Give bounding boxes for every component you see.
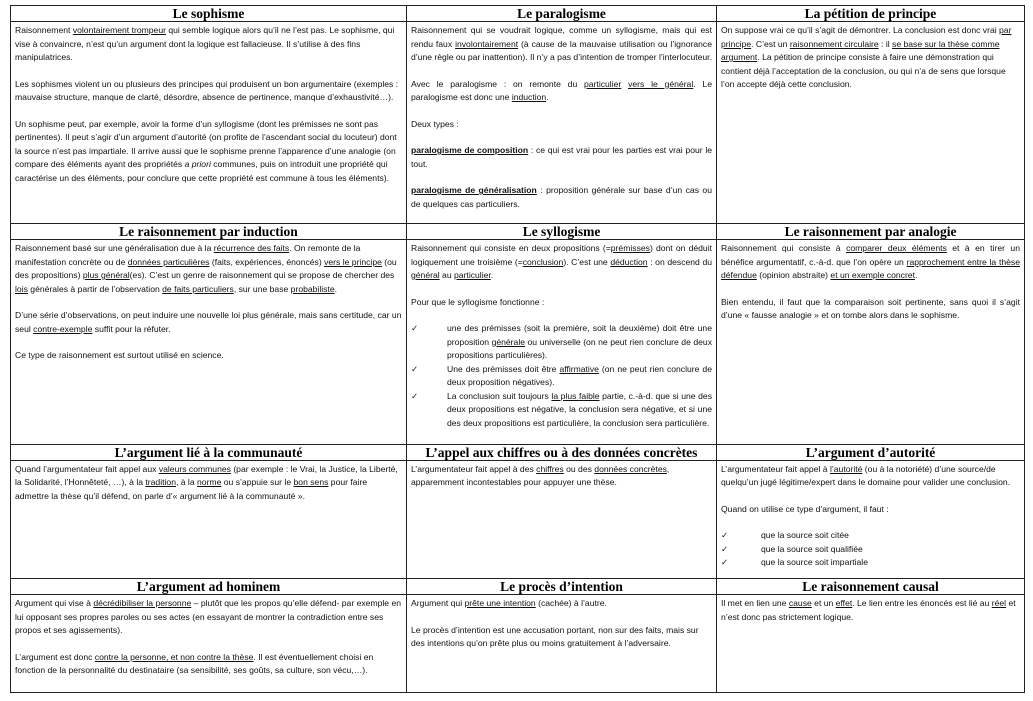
- cell-proces-intention: [407, 595, 717, 693]
- text: et à en tirer un bénéfice argumentatif, c.-à-d. que l’on opère un: [721, 243, 1020, 267]
- text: On suppose vrai ce qu’il s’agit de démontrer. La conclusion est donc vrai: [721, 25, 1000, 36]
- text: .: [334, 283, 338, 294]
- text: ) dont on déduit logiquement une troisième (=: [411, 243, 712, 267]
- text: .: [546, 92, 549, 103]
- term-composition: paralogisme de composition: [411, 145, 529, 156]
- text: . On remonte de la manifestation concrète ou de: [15, 243, 361, 267]
- text: suffit pour la réfuter.: [92, 323, 171, 334]
- text: L’argument est donc: [15, 651, 95, 662]
- text: ou des: [563, 463, 595, 474]
- header-induction: Le raisonnement par induction: [11, 223, 407, 239]
- text: : ce qui est vrai pour les parties est vrai pour le tout.: [411, 145, 713, 169]
- body-row-1: [11, 22, 1025, 224]
- text: Raisonnement qui se voudrait logique, comme un syllogisme, mais qui est rendu faux: [411, 25, 712, 49]
- text-underlined: probabiliste: [290, 283, 335, 294]
- text-underlined: volontairement trompeur: [72, 25, 166, 36]
- header-proces-intention: Le procès d’intention: [407, 578, 717, 594]
- header-petition-de-principe: La pétition de principe: [717, 6, 1025, 22]
- paragraph: Deux types :: [411, 118, 459, 129]
- text-underlined: raisonnement circulaire: [789, 38, 879, 49]
- text-underlined: récurrence des faits: [213, 243, 290, 254]
- text: que la source soit citée: [761, 530, 849, 541]
- cell-paralogisme: [407, 22, 717, 224]
- text-underlined: involontairement: [455, 38, 519, 49]
- text-underlined: prémisses: [610, 243, 650, 254]
- paragraph: Bien entendu, il faut que la comparaison soit pertinente, sans quoi il s’agit d’une « fausse analogie » et on tombe alors dans le sophisme.: [721, 296, 1020, 321]
- checkmark-icon: ✓: [721, 530, 729, 541]
- text: L’argumentateur fait appel à: [721, 463, 830, 474]
- paragraph: Quand on utilise ce type d’argument, il faut :: [721, 503, 889, 514]
- text-underlined: de faits particuliers: [162, 283, 234, 294]
- text: – plutôt que les propos qu’elle défend- par exemple en lui opposant ses propres paroles ou ses actes (en essayant de montrer la contradiction entre ses propos et ses agissements).: [15, 598, 402, 636]
- text-underlined: général: [411, 270, 440, 281]
- text: Avec le paralogisme : on remonte du: [411, 78, 585, 89]
- text: . Le paralogisme est donc une: [411, 78, 712, 103]
- text-underlined: l’autorité: [829, 463, 863, 474]
- text: (à cause de la mauvaise utilisation ou l’ignorance d’une règle ou par inattention). Il n’y a pas d’intention de tromper l’interlocuteur.: [411, 38, 712, 63]
- checkmark-icon: ✓: [411, 390, 419, 401]
- text-underlined: la plus faible: [551, 390, 600, 401]
- paragraph: Pour que le syllogisme fonctionne :: [411, 296, 545, 307]
- text-underlined: particulier: [584, 78, 622, 89]
- text: Raisonnement: [15, 25, 73, 36]
- cell-petition-de-principe: [717, 22, 1025, 224]
- cell-syllogisme: [407, 240, 717, 445]
- cell-induction: [11, 240, 407, 445]
- text-underlined: rapprochement entre la thèse défendue: [721, 256, 1020, 281]
- text: Argument qui: [411, 598, 465, 609]
- text: ou s’appuie sur le: [221, 477, 294, 488]
- cell-causal: [717, 595, 1025, 693]
- checklist: [721, 529, 1020, 570]
- checkmark-icon: ✓: [411, 363, 419, 374]
- header-row-2: [11, 223, 1025, 239]
- header-row-1: [11, 6, 1025, 22]
- cell-autorite: [717, 460, 1025, 578]
- header-ad-hominem: L’argument ad hominem: [11, 578, 407, 594]
- checkmark-icon: ✓: [721, 557, 729, 568]
- paragraph: Ce type de raisonnement est surtout utilisé en science.: [15, 350, 224, 361]
- text: que la source soit impartiale: [761, 557, 868, 568]
- text: , apparemment incontestables pour appuyer une thèse.: [411, 463, 670, 488]
- list-item: [721, 556, 1020, 570]
- cell-sophisme: [11, 22, 407, 224]
- text: une des prémisses (soit la première, soit la deuxième) doit être une proposition: [447, 323, 712, 347]
- header-communaute: L’argument lié à la communauté: [11, 444, 407, 460]
- cell-ad-hominem: [11, 595, 407, 693]
- text: . La pétition de principe consiste à faire une démonstration qui contient déjà l’acceptation de la conclusion, ou qui n’a de sens que lorsque l’on accepte déjà cette conclusion.: [721, 52, 1006, 90]
- text: Quand l’argumentateur fait appel aux: [15, 463, 159, 474]
- checkmark-icon: ✓: [411, 323, 419, 334]
- text: au: [439, 270, 455, 281]
- text-underlined: se base sur la thèse comme argument: [721, 38, 1000, 63]
- text: ou universelle (on ne peut rien conclure de deux propositions particulières).: [447, 336, 712, 361]
- text-underlined: par principe: [721, 25, 1012, 49]
- text-underlined: données concrètes: [594, 463, 667, 474]
- text-underlined: plus général: [82, 270, 130, 281]
- text: : proposition générale sur base d’un cas ou de quelques cas particuliers.: [411, 185, 712, 209]
- text-underlined: comparer deux éléments: [846, 243, 947, 254]
- text-italic: a priori: [184, 159, 211, 170]
- cell-analogie: [717, 240, 1025, 445]
- body-row-4: [11, 595, 1025, 693]
- text: : on descend du: [647, 256, 712, 267]
- text: .: [490, 270, 494, 281]
- text: partie, c.-à-d. que si une des deux propositions est négative, la conclusion sera négative, et si une des deux propositions est particulière, la conclusion sera particulière.: [447, 390, 712, 428]
- text: communes, puis on introduit une propriété qui caractérise un des éléments, pour conclure que cette propriété est commune à tous les éléments).: [15, 159, 390, 183]
- cell-chiffres: [407, 460, 717, 578]
- header-analogie: Le raisonnement par analogie: [717, 223, 1025, 239]
- list-item: [411, 363, 712, 390]
- paragraph: Le procès d’intention est une accusation portant, non sur des faits, mais sur des intentions qu’on prête plus ou moins gratuitement à l’adversaire.: [411, 624, 699, 649]
- header-row-3: [11, 444, 1025, 460]
- header-row-4: [11, 578, 1025, 594]
- header-sophisme: Le sophisme: [11, 6, 407, 22]
- checklist: [411, 322, 712, 430]
- text-underlined: contre la personne, et non contre la thèse: [94, 651, 254, 662]
- text-underlined: affirmative: [559, 363, 599, 374]
- text: . C’est un: [751, 38, 790, 49]
- text-underlined: réel: [991, 598, 1007, 609]
- text-underlined: lois: [15, 283, 28, 294]
- argumentation-table: [10, 5, 1025, 693]
- text: (on ne peut rien conclure de deux proposition négatives).: [447, 363, 712, 388]
- text-underlined: données particulières: [127, 256, 210, 267]
- paragraph: Les sophismes violent un ou plusieurs des principes qui produisent un bon argumentaire (exemples : mauvaise structure, manque de clarté, désordre, absence de pertinence, manque d’exhaustivité…).: [15, 78, 399, 103]
- text: Argument qui vise à: [15, 598, 94, 609]
- text: ). C’est une: [563, 256, 611, 267]
- body-row-2: [11, 240, 1025, 445]
- list-item: [721, 543, 1020, 557]
- text: (faits, expériences, énoncés): [209, 256, 325, 267]
- header-paralogisme: Le paralogisme: [407, 6, 717, 22]
- checkmark-icon: ✓: [721, 543, 729, 554]
- text: : il: [878, 38, 893, 49]
- text-underlined: et un exemple concret: [830, 270, 915, 281]
- list-item: [411, 322, 712, 363]
- text: . Il est éventuellement choisi en fonction de la personnalité du destinataire (sa sensibilité, ses goûts, sa culture, son vécu,…).: [15, 651, 374, 676]
- text-underlined: tradition: [145, 477, 176, 488]
- text: (opinion abstraite): [756, 270, 831, 281]
- text-underlined: effet: [835, 598, 853, 609]
- text: Raisonnement basé sur une généralisation due à la: [15, 243, 214, 254]
- text-underlined: décrédibiliser la personne: [93, 598, 192, 609]
- text: (ou des propositions): [15, 256, 397, 281]
- text: .: [914, 270, 918, 281]
- text-underlined: contre-exemple: [33, 323, 93, 334]
- text-underlined: conclusion: [522, 256, 564, 267]
- text-underlined: induction: [511, 92, 547, 103]
- text: (par exemple : le Vrai, la Justice, la Liberté, la Solidarité, l’Honnêteté, …), à la: [15, 463, 398, 488]
- header-syllogisme: Le syllogisme: [407, 223, 717, 239]
- text-underlined: prête une intention: [464, 598, 536, 609]
- text-underlined: déduction: [610, 256, 648, 267]
- header-causal: Le raisonnement causal: [717, 578, 1025, 594]
- text: Il met en lien une: [721, 598, 789, 609]
- text: et n’est donc pas strictement logique.: [721, 598, 1016, 622]
- text-underlined: générale: [491, 336, 526, 347]
- text: . Le lien entre les énoncés est lié au: [852, 598, 992, 609]
- text-underlined: norme: [197, 477, 222, 488]
- text-underlined: particulier: [454, 270, 491, 281]
- body-row-3: [11, 460, 1025, 578]
- cell-communaute: [11, 460, 407, 578]
- text: (ou à la notoriété) d’une source/de quelqu’un jugé légitime/expert dans le domaine pour valider une conclusion.: [721, 463, 1011, 488]
- text: (es). C’est un genre de raisonnement qui se propose de chercher des: [129, 270, 395, 281]
- text: générales à partir de l’observation: [27, 283, 163, 294]
- text-underlined: bon sens: [293, 477, 329, 488]
- text: Raisonnement qui consiste à: [721, 243, 847, 254]
- text: qui semble logique alors qu’il ne l’est pas. Le sophisme, qui vise à convaincre, n’est qu’un argument dont la logique est fallacieuse. Il s’utilise à des fins manipulatrices.: [15, 25, 395, 63]
- term-generalisation: paralogisme de généralisation: [411, 185, 537, 196]
- header-chiffres: L’appel aux chiffres ou à des données concrètes: [407, 444, 717, 460]
- text-underlined: cause: [788, 598, 812, 609]
- text: La conclusion suit toujours: [447, 390, 552, 401]
- text-underlined: valeurs communes: [158, 463, 231, 474]
- text: L’argumentateur fait appel à des: [411, 463, 537, 474]
- text: , à la: [175, 477, 198, 488]
- text: Raisonnement qui consiste en deux propositions (=: [411, 243, 611, 254]
- text: pour faire admettre la thèse qu’il défend, on parle d’« argument lié à la communauté ».: [15, 477, 368, 501]
- text-underlined: vers le principe: [324, 256, 382, 267]
- text-underlined: chiffres: [536, 463, 564, 474]
- text: D’une série d’observations, on peut induire une nouvelle loi plus générale, mais sans certitude, car un seul: [15, 310, 402, 334]
- text: Un sophisme peut, par exemple, avoir la forme d’un syllogisme (dont les prémisses ne sont pas pertinentes). Il peut s’agir d’un argument d’autorité (on profite de l’ascendant social du locuteur) dont la source n’est pas impartiale. Il arrive aussi que le sophisme prenne l’apparence d’une analogie (on compare des éléments ayant des propriétés: [15, 118, 397, 170]
- list-item: [411, 390, 712, 431]
- text-underlined: vers le général: [628, 78, 694, 89]
- list-item: [721, 529, 1020, 543]
- header-autorite: L’argument d’autorité: [717, 444, 1025, 460]
- text: (cachée) à l’autre.: [535, 598, 607, 609]
- text: , sur une base: [233, 283, 291, 294]
- text: que la source soit qualifiée: [761, 543, 863, 554]
- text: et un: [811, 598, 836, 609]
- text: Une des prémisses doit être: [447, 363, 560, 374]
